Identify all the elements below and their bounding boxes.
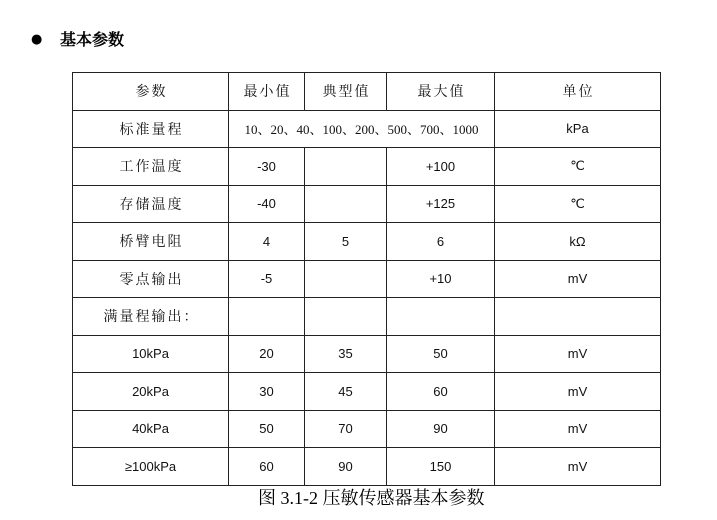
max-cell: +10: [387, 260, 495, 298]
max-cell: 6: [387, 223, 495, 261]
max-cell: 60: [387, 373, 495, 411]
typ-cell: [305, 185, 387, 223]
unit-cell: mV: [495, 448, 661, 486]
unit-cell: ℃: [495, 148, 661, 186]
table-row: [73, 373, 661, 411]
row-label: 标准量程: [73, 110, 229, 148]
section-title: 基本参数: [60, 30, 125, 49]
parameters-table: [72, 72, 661, 486]
typ-cell: [305, 298, 387, 336]
min-cell: 20: [229, 335, 305, 373]
unit-cell: kΩ: [495, 223, 661, 261]
max-cell: 90: [387, 410, 495, 448]
typ-cell: [305, 148, 387, 186]
row-label: 满量程输出：: [73, 298, 229, 336]
figure-caption: 图 3.1-2 压敏传感器基本参数: [258, 488, 485, 508]
table-row: [73, 410, 661, 448]
table-row: [73, 335, 661, 373]
row-label: ≥100kPa: [73, 448, 229, 486]
table-row: [73, 148, 661, 186]
typ-cell: 45: [305, 373, 387, 411]
unit-cell: mV: [495, 335, 661, 373]
table-row-standard-range: [73, 110, 661, 148]
unit-cell: mV: [495, 410, 661, 448]
min-cell: -40: [229, 185, 305, 223]
row-label: 20kPa: [73, 373, 229, 411]
unit-cell: mV: [495, 373, 661, 411]
max-cell: 50: [387, 335, 495, 373]
typ-cell: 35: [305, 335, 387, 373]
row-label: 40kPa: [73, 410, 229, 448]
typ-cell: 90: [305, 448, 387, 486]
header-max: 最大值: [387, 73, 495, 111]
typ-cell: 5: [305, 223, 387, 261]
min-cell: 30: [229, 373, 305, 411]
table-header-row: [73, 73, 661, 111]
max-cell: +100: [387, 148, 495, 186]
row-label: 桥臂电阻: [73, 223, 229, 261]
unit-cell: [495, 298, 661, 336]
header-typ: 典型值: [305, 73, 387, 111]
header-unit: 单位: [495, 73, 661, 111]
table-row-full-scale-heading: [73, 298, 661, 336]
min-cell: 60: [229, 448, 305, 486]
table-row: [73, 185, 661, 223]
row-label: 工作温度: [73, 148, 229, 186]
range-values-cell: 10、20、40、100、200、500、700、1000: [229, 110, 495, 148]
unit-cell: ℃: [495, 185, 661, 223]
unit-cell: kPa: [495, 110, 661, 148]
bullet-icon: ●: [31, 32, 43, 47]
row-label: 存储温度: [73, 185, 229, 223]
min-cell: -30: [229, 148, 305, 186]
table-row: [73, 260, 661, 298]
table-row: [73, 223, 661, 261]
row-label: 10kPa: [73, 335, 229, 373]
max-cell: +125: [387, 185, 495, 223]
header-param: 参数: [73, 73, 229, 111]
row-label: 零点输出: [73, 260, 229, 298]
max-cell: [387, 298, 495, 336]
min-cell: -5: [229, 260, 305, 298]
typ-cell: 70: [305, 410, 387, 448]
table-row: [73, 448, 661, 486]
typ-cell: [305, 260, 387, 298]
min-cell: 4: [229, 223, 305, 261]
max-cell: 150: [387, 448, 495, 486]
unit-cell: mV: [495, 260, 661, 298]
header-min: 最小值: [229, 73, 305, 111]
min-cell: [229, 298, 305, 336]
min-cell: 50: [229, 410, 305, 448]
